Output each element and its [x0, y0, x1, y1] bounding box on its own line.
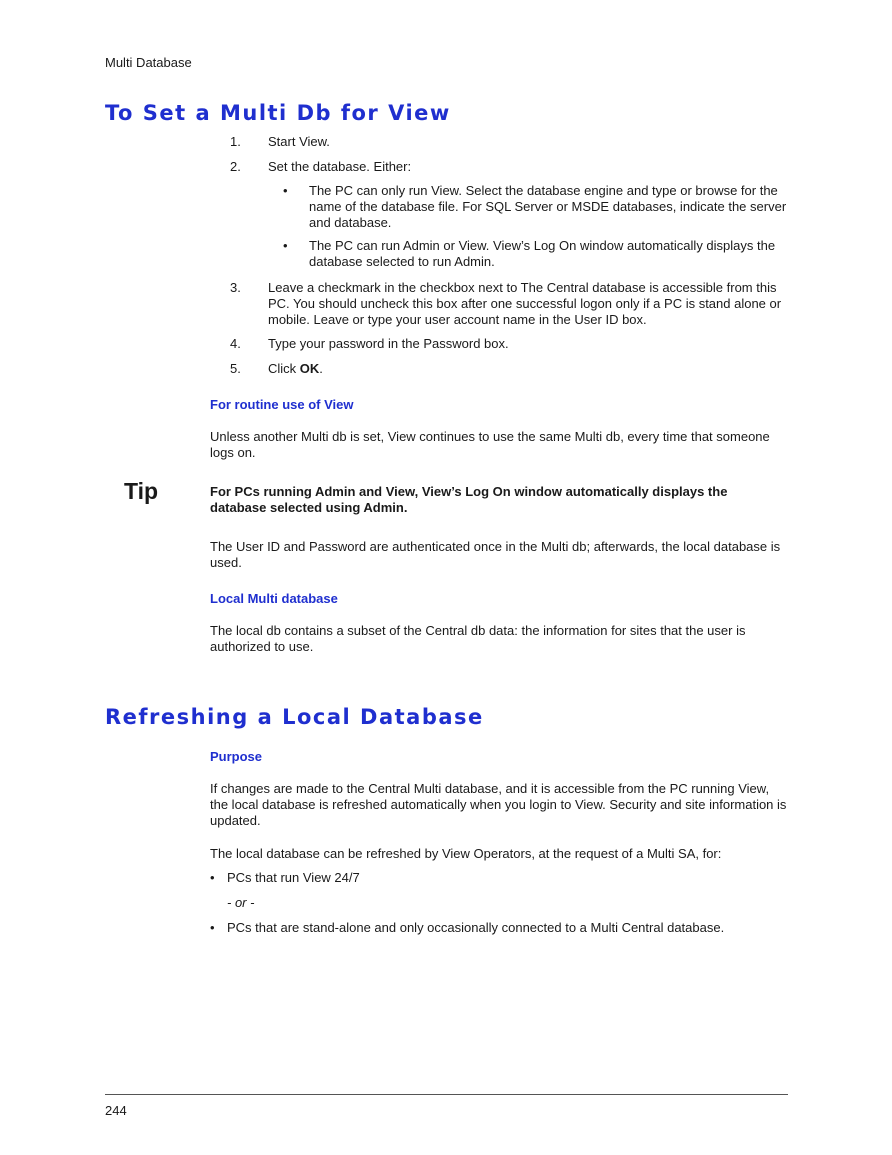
ok-label: OK [299, 361, 320, 376]
bullet-icon: • [210, 870, 215, 885]
step2-bullet-text: The PC can only run View. Select the database engine and type or browse for the name of the database file. For SQL Server or MSDE databases, indicate the server and database. [309, 183, 787, 230]
footer-divider [105, 1094, 788, 1095]
step-text: Click OK. [268, 361, 323, 376]
routine-use-text: Unless another Multi db is set, View continues to use the same Multi db, every time that someone logs on. [210, 429, 770, 460]
section-title-set-multi-db: To Set a Multi Db for View [105, 101, 451, 125]
auth-text: The User ID and Password are authenticated once in the Multi db; afterwards, the local database is used. [210, 539, 781, 570]
purpose-para-1: If changes are made to the Central Multi database, and it is accessible from the PC running View, the local database is refreshed automatically when you login to View. Security and site information is updated. [210, 781, 787, 828]
section-title-refreshing: Refreshing a Local Database [105, 705, 484, 729]
step-text: Leave a checkmark in the checkbox next to The Central database is accessible from this PC. You should uncheck this box after one successful logon only if a PC is stand alone or mobile. Leave or type your user account name in the User ID box. [268, 280, 782, 327]
step-number: 3. [230, 280, 241, 295]
bullet-icon: • [283, 238, 288, 253]
tip-text: For PCs running Admin and View, View’s Log On window automatically displays the database selected using Admin. [210, 484, 728, 515]
local-multi-db-text: The local db contains a subset of the Central db data: the information for sites that the user is authorized to use. [210, 623, 746, 654]
bullet-icon: • [210, 920, 215, 935]
refresh-bullet-text: PCs that are stand-alone and only occasionally connected to a Multi Central database. [227, 920, 725, 935]
tip-label: Tip [124, 478, 159, 504]
purpose-para-2: The local database can be refreshed by View Operators, at the request of a Multi SA, for: [210, 846, 722, 861]
step-number: 4. [230, 336, 241, 351]
or-separator: - or - [227, 895, 255, 910]
step-number: 5. [230, 361, 241, 376]
subheading-purpose: Purpose [210, 749, 263, 764]
page-number: 244 [105, 1103, 127, 1118]
refresh-bullet-text: PCs that run View 24/7 [227, 870, 360, 885]
subheading-routine-use: For routine use of View [210, 397, 354, 412]
step2-bullet-text: The PC can run Admin or View. View’s Log On window automatically displays the database selected to run Admin. [309, 238, 776, 269]
step-text: Type your password in the Password box. [268, 336, 509, 351]
step-number: 1. [230, 134, 241, 149]
bullet-icon: • [283, 183, 288, 198]
step-text: Set the database. Either: [268, 159, 412, 174]
step-number: 2. [230, 159, 241, 174]
step-text: Start View. [268, 134, 330, 149]
running-header: Multi Database [105, 55, 192, 70]
subheading-local-multi-db: Local Multi database [210, 591, 338, 606]
